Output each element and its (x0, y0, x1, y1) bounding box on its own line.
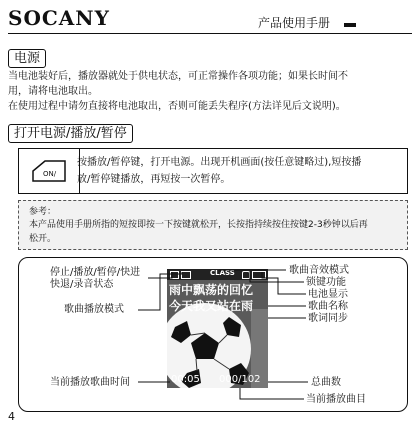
eq-mode-indicator: CLASS (210, 269, 235, 277)
label-lock: 锁键功能 (306, 277, 346, 288)
label-current-time: 当前播放歌曲时间 (50, 377, 130, 388)
lcd-current-time: 00:05 (171, 374, 200, 385)
reference-title: 参考： (29, 207, 57, 217)
lcd-song-name: 雨中飘荡的回忆 (169, 283, 254, 297)
lcd-track-counter: 000/102 (219, 374, 261, 385)
power-section-title: 打开电源/播放/暂停 (8, 124, 133, 143)
reference-line: 松开。 (29, 234, 57, 244)
power-line: 放/暂停键播放，再短按一次暂停。 (77, 174, 231, 185)
label-battery: 电池显示 (308, 289, 348, 300)
battery-line: 用，请将电池取出。 (8, 86, 98, 97)
reference-line: 本产品使用手册所指的短按即按一下按键就松开，长按指持续按住按键2-3秒钟以后再 (29, 220, 368, 230)
label-play-state-2: 快退/录音状态 (50, 279, 114, 290)
label-play-mode: 歌曲播放模式 (64, 304, 124, 315)
page-number: 4 (8, 410, 15, 423)
label-play-state: 停止/播放/暂停/快进 (50, 267, 141, 278)
power-line: 按播放/暂停键，打开电源。出现开机画面(按任意键略过),短按播 (77, 157, 362, 168)
battery-line: 在使用过程中请勿直接将电池取出，否则可能丢失程序(方法详见后文说明)。 (8, 101, 346, 112)
label-eq-mode: 歌曲音效模式 (289, 265, 349, 276)
battery-line: 当电池装好后，播放器就处于供电状态，可正常操作各项功能；如果长时间不 (8, 71, 348, 82)
brand-logo: SOCANY (8, 6, 110, 30)
label-song-name: 歌曲名称 (308, 301, 348, 312)
power-key-label: ON/ (43, 170, 57, 178)
label-current-track: 当前播放曲目 (306, 394, 366, 405)
battery-section-title: 电源 (8, 49, 46, 68)
lcd-lyric-line: 今天我又站在雨 (169, 299, 254, 313)
manual-title: 产品使用手册 (258, 16, 331, 30)
label-lyric-sync: 歌词同步 (308, 313, 348, 324)
label-total: 总曲数 (311, 377, 341, 388)
